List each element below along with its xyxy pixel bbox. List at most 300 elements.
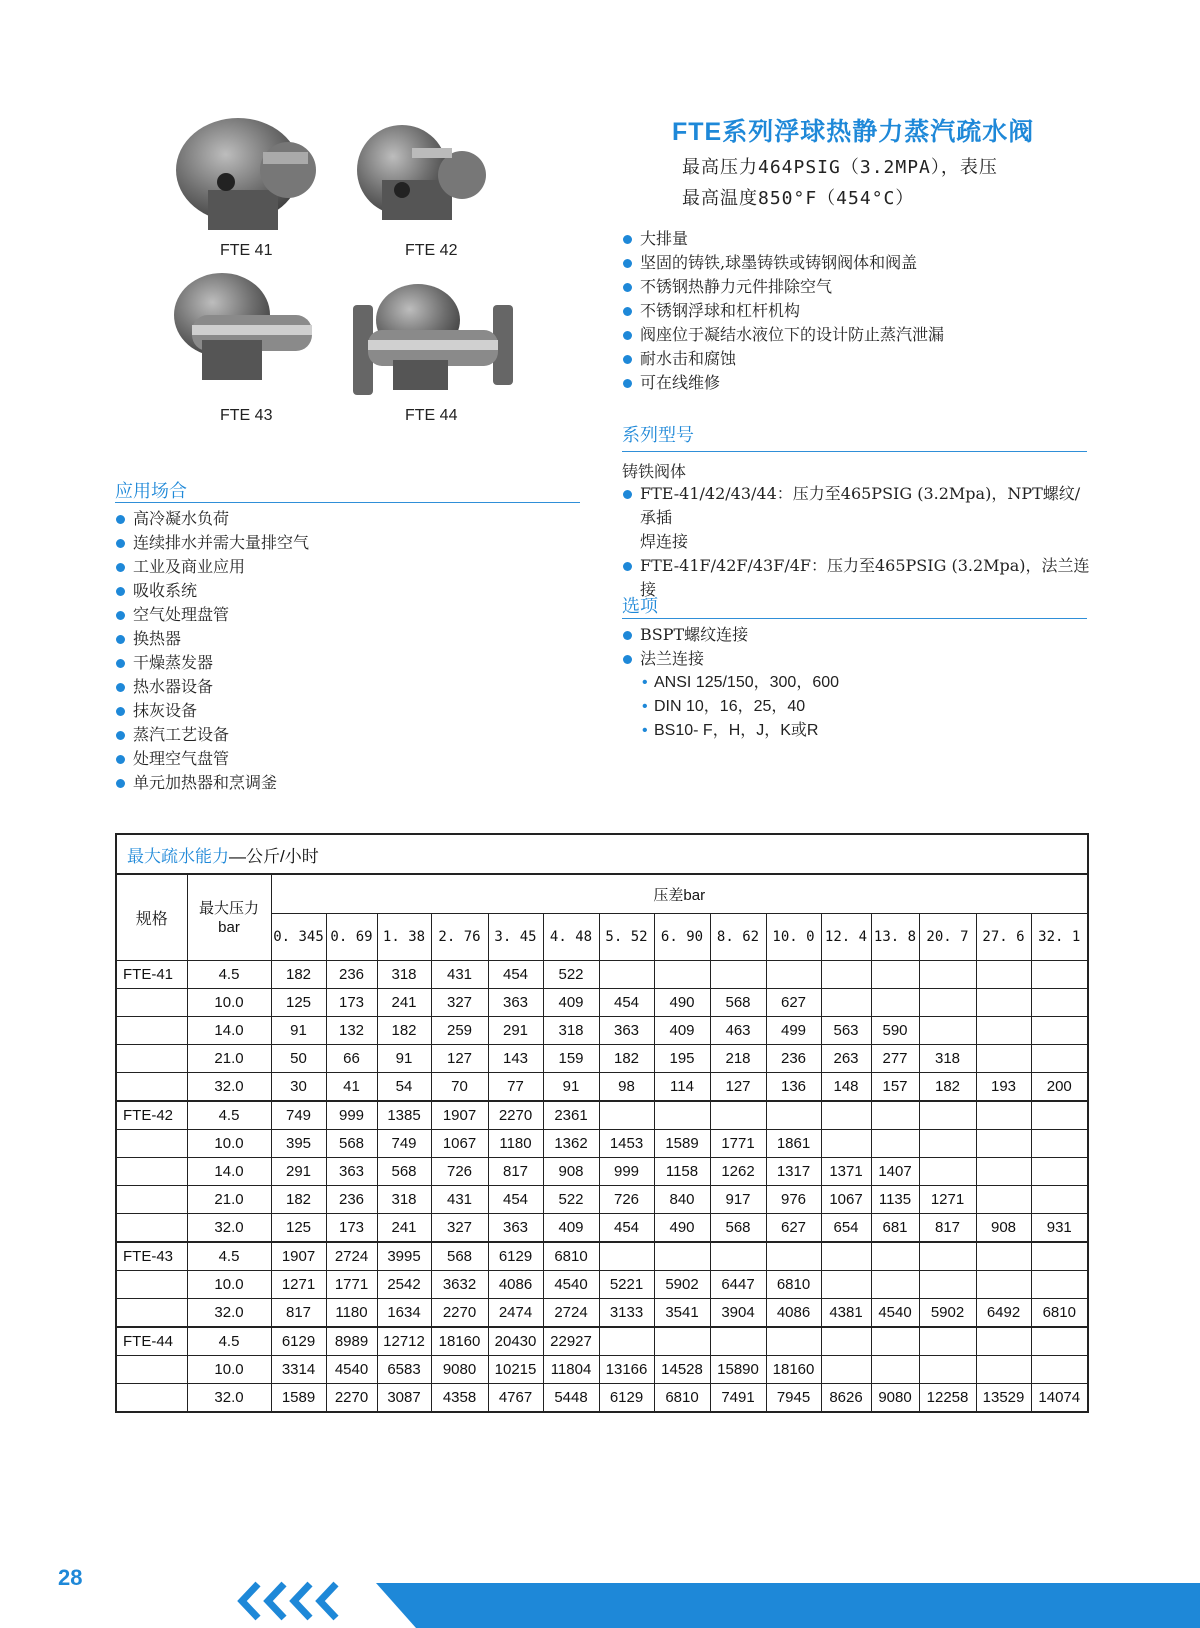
cell-capacity: 1158 xyxy=(654,1158,710,1186)
cell-capacity: 2361 xyxy=(543,1101,599,1130)
cell-capacity: 127 xyxy=(431,1045,488,1073)
cell-capacity: 6492 xyxy=(976,1299,1031,1328)
cell-capacity xyxy=(654,961,710,989)
flange-item: • BS10- F，H，J，K或R xyxy=(640,719,839,743)
cell-capacity: 431 xyxy=(431,1186,488,1214)
cell-capacity: 409 xyxy=(543,989,599,1017)
cell-capacity: 50 xyxy=(271,1045,326,1073)
cell-capacity: 143 xyxy=(488,1045,543,1073)
table-caption: 最大疏水能力—公斤/小时 xyxy=(116,834,1088,874)
cell-max-pressure: 4.5 xyxy=(187,1327,271,1356)
cell-capacity: 726 xyxy=(599,1186,654,1214)
cell-capacity xyxy=(821,1327,871,1356)
cell-capacity xyxy=(654,1242,710,1271)
caption-fte41: FTE 41 xyxy=(220,242,273,259)
cell-capacity xyxy=(976,1271,1031,1299)
fte43-photo xyxy=(172,270,322,390)
cell-capacity: 77 xyxy=(488,1073,543,1102)
applications-divider xyxy=(115,502,580,503)
cell-capacity: 1135 xyxy=(871,1186,919,1214)
table-row xyxy=(116,1073,1088,1102)
cell-max-pressure: 21.0 xyxy=(187,1186,271,1214)
cell-capacity xyxy=(976,1017,1031,1045)
cell-capacity xyxy=(871,1101,919,1130)
cell-capacity xyxy=(766,1101,821,1130)
cell-max-pressure: 32.0 xyxy=(187,1384,271,1413)
cell-max-pressure: 14.0 xyxy=(187,1158,271,1186)
feature-item: 不锈钢热静力元件排除空气 xyxy=(622,275,944,299)
caption-fte42: FTE 42 xyxy=(405,242,458,259)
cell-capacity xyxy=(710,1327,766,1356)
flange-item: • DIN 10，16，25，40 xyxy=(640,695,839,719)
cell-capacity xyxy=(1031,1101,1088,1130)
cell-capacity: 2724 xyxy=(543,1299,599,1328)
table-row xyxy=(116,1271,1088,1299)
footer-accent-bar xyxy=(376,1583,1200,1628)
cell-capacity xyxy=(821,989,871,1017)
cell-capacity xyxy=(599,1101,654,1130)
cell-capacity xyxy=(976,1327,1031,1356)
table-row xyxy=(116,989,1088,1017)
col-header-max-pressure: 最大压力 bar xyxy=(187,874,271,961)
cell-model xyxy=(116,1214,187,1243)
col-header-dp: 2. 76 xyxy=(431,914,488,961)
cell-capacity: 1180 xyxy=(326,1299,377,1328)
cell-capacity: 522 xyxy=(543,961,599,989)
cell-model xyxy=(116,1158,187,1186)
cell-max-pressure: 4.5 xyxy=(187,961,271,989)
cell-capacity: 148 xyxy=(821,1073,871,1102)
cell-capacity: 568 xyxy=(710,989,766,1017)
table-row xyxy=(116,1158,1088,1186)
cell-capacity: 1180 xyxy=(488,1130,543,1158)
cell-capacity: 817 xyxy=(271,1299,326,1328)
cell-capacity: 20430 xyxy=(488,1327,543,1356)
cell-capacity xyxy=(871,961,919,989)
cell-capacity: 193 xyxy=(976,1073,1031,1102)
cell-capacity xyxy=(919,1130,976,1158)
series-divider xyxy=(622,451,1087,452)
cell-capacity xyxy=(766,1327,821,1356)
cell-capacity xyxy=(821,1130,871,1158)
cell-max-pressure: 4.5 xyxy=(187,1101,271,1130)
cell-capacity xyxy=(710,1101,766,1130)
cell-capacity xyxy=(976,1101,1031,1130)
cell-capacity: 1589 xyxy=(271,1384,326,1413)
cell-capacity: 1861 xyxy=(766,1130,821,1158)
cell-max-pressure: 32.0 xyxy=(187,1299,271,1328)
cell-capacity: 6447 xyxy=(710,1271,766,1299)
table-row xyxy=(116,961,1088,989)
col-header-dp: 0. 69 xyxy=(326,914,377,961)
cell-capacity xyxy=(919,961,976,989)
series-list xyxy=(622,482,1092,602)
cell-capacity: 3314 xyxy=(271,1356,326,1384)
cell-capacity: 8989 xyxy=(326,1327,377,1356)
cell-capacity: 4540 xyxy=(543,1271,599,1299)
cell-capacity xyxy=(1031,1356,1088,1384)
cell-capacity xyxy=(871,1271,919,1299)
cell-capacity: 3995 xyxy=(377,1242,431,1271)
cell-capacity: 363 xyxy=(599,1017,654,1045)
cell-capacity: 363 xyxy=(488,1214,543,1243)
application-item: 空气处理盘管 xyxy=(115,603,309,627)
cell-model: FTE-41 xyxy=(116,961,187,989)
cell-capacity xyxy=(710,1242,766,1271)
cell-capacity xyxy=(871,1327,919,1356)
left-chevrons-icon xyxy=(236,1578,356,1624)
cell-capacity xyxy=(599,1242,654,1271)
cell-capacity: 917 xyxy=(710,1186,766,1214)
cell-model: FTE-42 xyxy=(116,1101,187,1130)
cell-capacity: 2474 xyxy=(488,1299,543,1328)
cell-capacity: 817 xyxy=(919,1214,976,1243)
table-row xyxy=(116,1017,1088,1045)
col-header-dp: 6. 90 xyxy=(654,914,710,961)
cell-model xyxy=(116,1045,187,1073)
cell-capacity xyxy=(1031,1045,1088,1073)
cell-capacity: 91 xyxy=(271,1017,326,1045)
cell-capacity: 277 xyxy=(871,1045,919,1073)
cell-capacity: 136 xyxy=(766,1073,821,1102)
cell-capacity: 590 xyxy=(871,1017,919,1045)
cell-capacity: 1271 xyxy=(271,1271,326,1299)
cell-capacity: 5902 xyxy=(919,1299,976,1328)
feature-item: 阀座位于凝结水液位下的设计防止蒸汽泄漏 xyxy=(622,323,944,347)
col-header-dp: 4. 48 xyxy=(543,914,599,961)
cell-capacity xyxy=(821,1242,871,1271)
cell-capacity: 490 xyxy=(654,989,710,1017)
caption-fte43: FTE 43 xyxy=(220,407,273,424)
cell-capacity xyxy=(1031,1130,1088,1158)
max-temperature: 最高温度850°F（454°C） xyxy=(682,188,915,209)
cell-capacity xyxy=(1031,1017,1088,1045)
cell-capacity: 6129 xyxy=(488,1242,543,1271)
cell-capacity: 568 xyxy=(431,1242,488,1271)
cell-capacity: 568 xyxy=(326,1130,377,1158)
cell-capacity xyxy=(919,1242,976,1271)
cell-capacity: 241 xyxy=(377,989,431,1017)
cell-capacity: 3133 xyxy=(599,1299,654,1328)
cell-capacity: 173 xyxy=(326,1214,377,1243)
cell-capacity: 18160 xyxy=(431,1327,488,1356)
table-row xyxy=(116,1242,1088,1271)
cell-capacity: 30 xyxy=(271,1073,326,1102)
application-item: 换热器 xyxy=(115,627,309,651)
cell-capacity: 132 xyxy=(326,1017,377,1045)
cell-capacity: 5221 xyxy=(599,1271,654,1299)
cell-capacity: 318 xyxy=(919,1045,976,1073)
options-divider xyxy=(622,618,1087,619)
cell-capacity: 173 xyxy=(326,989,377,1017)
cell-capacity: 7945 xyxy=(766,1384,821,1413)
cell-capacity: 291 xyxy=(271,1158,326,1186)
col-header-dp: 27. 6 xyxy=(976,914,1031,961)
cell-max-pressure: 10.0 xyxy=(187,1130,271,1158)
cell-capacity: 1771 xyxy=(326,1271,377,1299)
cell-capacity: 195 xyxy=(654,1045,710,1073)
page-number: 28 xyxy=(58,1565,83,1590)
cell-capacity xyxy=(919,1271,976,1299)
cell-capacity: 327 xyxy=(431,1214,488,1243)
cell-model xyxy=(116,989,187,1017)
col-header-dp: 3. 45 xyxy=(488,914,543,961)
cell-capacity: 840 xyxy=(654,1186,710,1214)
cell-capacity xyxy=(766,1242,821,1271)
table-row xyxy=(116,1101,1088,1130)
cell-capacity: 522 xyxy=(543,1186,599,1214)
cell-capacity: 12258 xyxy=(919,1384,976,1413)
cell-max-pressure: 32.0 xyxy=(187,1214,271,1243)
cell-capacity: 1907 xyxy=(271,1242,326,1271)
cell-capacity: 1271 xyxy=(919,1186,976,1214)
cell-capacity: 6129 xyxy=(599,1384,654,1413)
cell-capacity: 490 xyxy=(654,1214,710,1243)
cell-capacity: 114 xyxy=(654,1073,710,1102)
cell-capacity xyxy=(976,1158,1031,1186)
cell-capacity: 41 xyxy=(326,1073,377,1102)
feature-list xyxy=(622,227,944,395)
cell-capacity xyxy=(919,1158,976,1186)
cell-capacity: 6810 xyxy=(1031,1299,1088,1328)
cell-max-pressure: 32.0 xyxy=(187,1073,271,1102)
feature-item: 不锈钢浮球和杠杆机构 xyxy=(622,299,944,323)
cell-capacity xyxy=(976,961,1031,989)
cell-capacity xyxy=(1031,1242,1088,1271)
cell-capacity: 54 xyxy=(377,1073,431,1102)
cell-capacity: 291 xyxy=(488,1017,543,1045)
cell-capacity: 409 xyxy=(543,1214,599,1243)
col-header-dp: 20. 7 xyxy=(919,914,976,961)
cell-capacity xyxy=(654,1101,710,1130)
cell-capacity: 12712 xyxy=(377,1327,431,1356)
cell-capacity xyxy=(1031,961,1088,989)
application-item: 单元加热器和烹调釜 xyxy=(115,771,309,795)
capacity-table xyxy=(115,833,1089,1413)
cell-capacity: 182 xyxy=(377,1017,431,1045)
cell-capacity xyxy=(919,1327,976,1356)
cell-capacity: 1317 xyxy=(766,1158,821,1186)
cell-capacity xyxy=(871,1242,919,1271)
cell-capacity: 1589 xyxy=(654,1130,710,1158)
cell-capacity: 200 xyxy=(1031,1073,1088,1102)
cell-capacity: 14074 xyxy=(1031,1384,1088,1413)
cell-capacity xyxy=(1031,1327,1088,1356)
series-item: FTE-41F/42F/43F/4F：压力至465PSIG (3.2Mpa)，法兰连接 xyxy=(622,554,1092,602)
cell-capacity: 2270 xyxy=(488,1101,543,1130)
cell-capacity: 6129 xyxy=(271,1327,326,1356)
applications-heading: 应用场合 xyxy=(115,481,187,501)
cell-capacity: 9080 xyxy=(871,1384,919,1413)
cell-capacity: 218 xyxy=(710,1045,766,1073)
cell-capacity: 395 xyxy=(271,1130,326,1158)
cell-capacity: 363 xyxy=(326,1158,377,1186)
cell-capacity: 749 xyxy=(377,1130,431,1158)
col-header-spec: 规格 xyxy=(116,874,187,961)
cell-capacity xyxy=(871,1356,919,1384)
table-row xyxy=(116,1384,1088,1413)
cell-capacity: 318 xyxy=(377,1186,431,1214)
caption-fte44: FTE 44 xyxy=(405,407,458,424)
cell-capacity xyxy=(710,961,766,989)
table-row xyxy=(116,1186,1088,1214)
cell-capacity: 976 xyxy=(766,1186,821,1214)
cell-capacity xyxy=(1031,1271,1088,1299)
cell-capacity: 1371 xyxy=(821,1158,871,1186)
application-item: 吸收系统 xyxy=(115,579,309,603)
cell-capacity: 11804 xyxy=(543,1356,599,1384)
capacity-table-wrap xyxy=(115,833,1087,1413)
col-header-dp: 5. 52 xyxy=(599,914,654,961)
cell-capacity xyxy=(1031,1158,1088,1186)
fte44-photo xyxy=(348,280,518,400)
cell-capacity: 4540 xyxy=(871,1299,919,1328)
cell-capacity xyxy=(821,1101,871,1130)
cell-capacity: 568 xyxy=(710,1214,766,1243)
cell-capacity xyxy=(821,1356,871,1384)
cell-capacity xyxy=(599,961,654,989)
cell-capacity: 2270 xyxy=(326,1384,377,1413)
cell-capacity xyxy=(976,1186,1031,1214)
cell-capacity: 2724 xyxy=(326,1242,377,1271)
cell-capacity: 18160 xyxy=(766,1356,821,1384)
application-item: 干燥蒸发器 xyxy=(115,651,309,675)
cell-model xyxy=(116,1271,187,1299)
cell-capacity: 3541 xyxy=(654,1299,710,1328)
cell-capacity: 5448 xyxy=(543,1384,599,1413)
application-item: 高冷凝水负荷 xyxy=(115,507,309,531)
cell-model xyxy=(116,1384,187,1413)
cell-capacity: 568 xyxy=(377,1158,431,1186)
cell-capacity xyxy=(976,1242,1031,1271)
cell-capacity: 3087 xyxy=(377,1384,431,1413)
cell-capacity: 4086 xyxy=(488,1271,543,1299)
cell-model xyxy=(116,1017,187,1045)
fte42-photo xyxy=(352,120,492,230)
col-header-dp: 12. 4 xyxy=(821,914,871,961)
cell-capacity: 98 xyxy=(599,1073,654,1102)
max-pressure: 最高压力464PSIG（3.2MPA），表压 xyxy=(682,157,998,178)
cell-capacity: 22927 xyxy=(543,1327,599,1356)
cell-capacity: 91 xyxy=(377,1045,431,1073)
cell-capacity xyxy=(599,1327,654,1356)
cell-max-pressure: 4.5 xyxy=(187,1242,271,1271)
feature-item: 可在线维修 xyxy=(622,371,944,395)
cell-capacity xyxy=(976,1130,1031,1158)
cell-capacity: 908 xyxy=(976,1214,1031,1243)
application-item: 连续排水并需大量排空气 xyxy=(115,531,309,555)
table-row xyxy=(116,1214,1088,1243)
page-title: FTE系列浮球热静力蒸汽疏水阀 xyxy=(672,118,1035,146)
cell-capacity: 3632 xyxy=(431,1271,488,1299)
cell-capacity: 1907 xyxy=(431,1101,488,1130)
cell-capacity xyxy=(821,961,871,989)
series-item: FTE-41/42/43/44：压力至465PSIG (3.2Mpa)，NPT螺纹/承插 焊连接 xyxy=(622,482,1092,554)
cell-capacity: 70 xyxy=(431,1073,488,1102)
cell-capacity xyxy=(654,1327,710,1356)
cell-capacity xyxy=(1031,1186,1088,1214)
flange-item: • ANSI 125/150，300，600 xyxy=(640,671,839,695)
cell-capacity: 499 xyxy=(766,1017,821,1045)
applications-list xyxy=(115,507,309,795)
cell-capacity xyxy=(1031,989,1088,1017)
cell-capacity: 1262 xyxy=(710,1158,766,1186)
col-header-dp: 32. 1 xyxy=(1031,914,1088,961)
cell-capacity: 2542 xyxy=(377,1271,431,1299)
cell-capacity: 999 xyxy=(599,1158,654,1186)
options-heading: 选项 xyxy=(622,596,658,616)
cell-capacity: 749 xyxy=(271,1101,326,1130)
cell-capacity: 4540 xyxy=(326,1356,377,1384)
cell-capacity: 66 xyxy=(326,1045,377,1073)
cell-capacity xyxy=(919,1356,976,1384)
cell-capacity: 4086 xyxy=(766,1299,821,1328)
cell-capacity xyxy=(919,989,976,1017)
series-subheading: 铸铁阀体 xyxy=(622,462,687,481)
application-item: 热水器设备 xyxy=(115,675,309,699)
cell-capacity: 726 xyxy=(431,1158,488,1186)
cell-model: FTE-44 xyxy=(116,1327,187,1356)
cell-capacity: 1771 xyxy=(710,1130,766,1158)
cell-capacity: 681 xyxy=(871,1214,919,1243)
cell-model xyxy=(116,1073,187,1102)
cell-capacity: 157 xyxy=(871,1073,919,1102)
cell-capacity: 6810 xyxy=(654,1384,710,1413)
cell-capacity: 463 xyxy=(710,1017,766,1045)
cell-capacity: 1407 xyxy=(871,1158,919,1186)
cell-max-pressure: 21.0 xyxy=(187,1045,271,1073)
cell-capacity: 1453 xyxy=(599,1130,654,1158)
col-header-dp: 8. 62 xyxy=(710,914,766,961)
cell-capacity: 4767 xyxy=(488,1384,543,1413)
cell-capacity: 318 xyxy=(543,1017,599,1045)
cell-capacity: 10215 xyxy=(488,1356,543,1384)
cell-capacity xyxy=(976,989,1031,1017)
cell-capacity: 931 xyxy=(1031,1214,1088,1243)
application-item: 处理空气盘管 xyxy=(115,747,309,771)
cell-capacity: 454 xyxy=(488,1186,543,1214)
cell-capacity: 1067 xyxy=(431,1130,488,1158)
cell-capacity: 236 xyxy=(326,961,377,989)
cell-max-pressure: 10.0 xyxy=(187,1356,271,1384)
cell-capacity: 125 xyxy=(271,989,326,1017)
cell-capacity xyxy=(919,1017,976,1045)
cell-capacity: 454 xyxy=(488,961,543,989)
cell-capacity: 182 xyxy=(599,1045,654,1073)
cell-model xyxy=(116,1299,187,1328)
option-item: 法兰连接 xyxy=(622,647,748,671)
option-item: BSPT螺纹连接 xyxy=(622,623,748,647)
application-item: 蒸汽工艺设备 xyxy=(115,723,309,747)
cell-model xyxy=(116,1356,187,1384)
cell-capacity: 241 xyxy=(377,1214,431,1243)
cell-capacity: 9080 xyxy=(431,1356,488,1384)
cell-capacity: 999 xyxy=(326,1101,377,1130)
table-row xyxy=(116,1299,1088,1328)
feature-item: 大排量 xyxy=(622,227,944,251)
application-item: 抹灰设备 xyxy=(115,699,309,723)
cell-max-pressure: 14.0 xyxy=(187,1017,271,1045)
cell-capacity: 125 xyxy=(271,1214,326,1243)
series-heading: 系列型号 xyxy=(622,425,694,445)
cell-capacity: 8626 xyxy=(821,1384,871,1413)
cell-capacity: 6810 xyxy=(543,1242,599,1271)
cell-capacity: 259 xyxy=(431,1017,488,1045)
cell-capacity xyxy=(976,1045,1031,1073)
cell-capacity: 91 xyxy=(543,1073,599,1102)
cell-capacity: 236 xyxy=(766,1045,821,1073)
cell-capacity: 318 xyxy=(377,961,431,989)
